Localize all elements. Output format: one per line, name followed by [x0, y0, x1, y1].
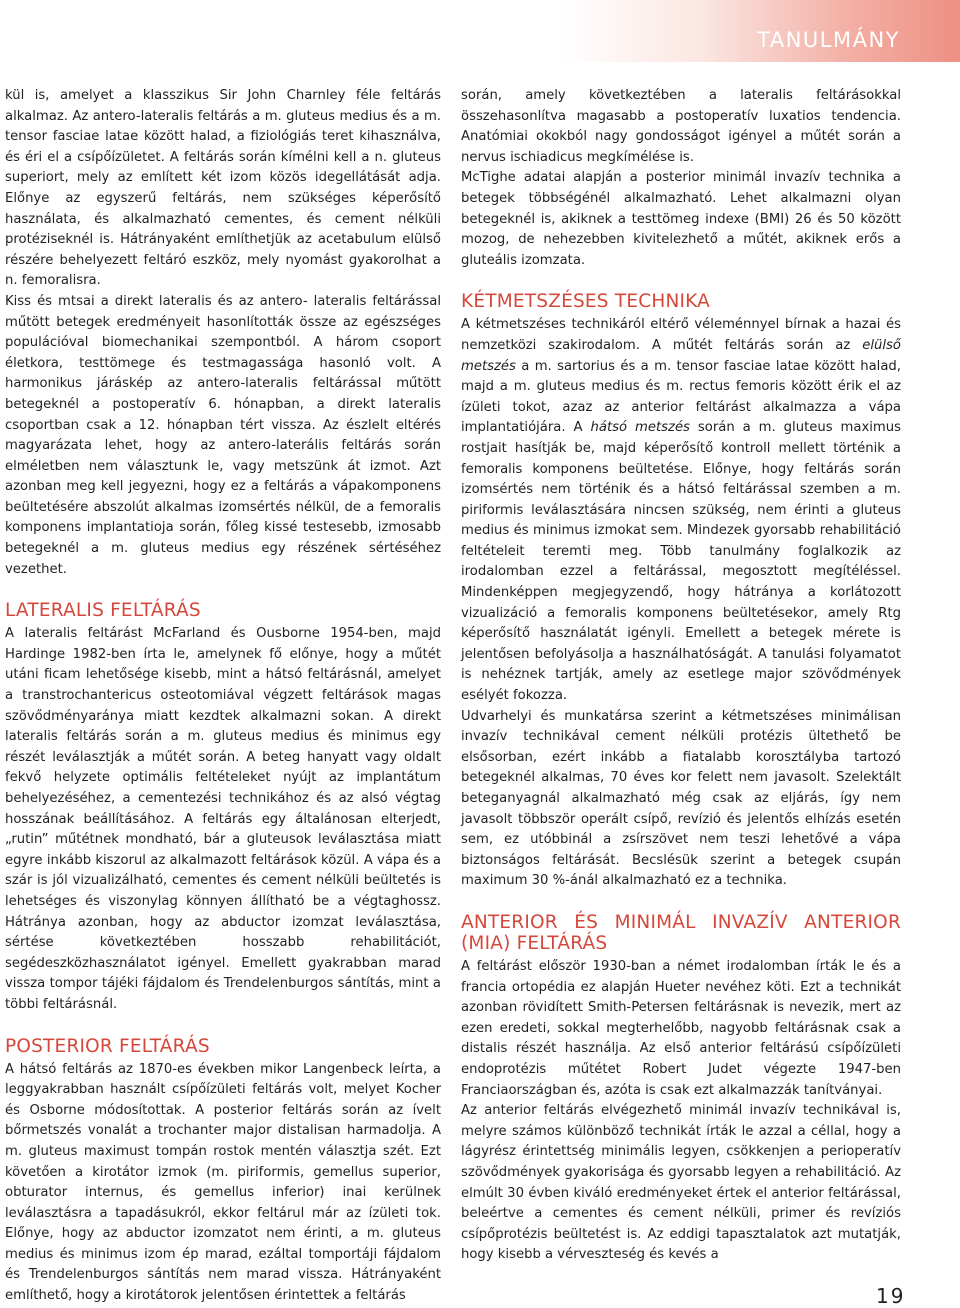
page-number: 19	[876, 1284, 906, 1308]
text-run: a m. sartorius és a m. tensor fasciae latae között halad, majd a m. gluteus medius és m. rectus femoris között érik el az ízületi tokot, azaz az anterior feltárást alkalmazza a vápa implantatiójára. A	[461, 358, 901, 436]
paragraph: Kiss és mtsai a direkt lateralis és az antero- lateralis feltárással műtött betegek eredményeit hasonlították össze az egészséges populációval biomechanikai szempontból. A három csoport életkora, testtömege és testmagassága hasonló volt. A harmonikus járáskép az antero-lateralis feltárással műtött betegeknél a postoperatív 6. hónapban, a direkt lateralis csoportban csak a 12. hónapban tért vissza. Az észlelt eltérés magyarázata lehet, hogy az antero-laterális feltárás során elméletben nem választunk le, vagy metszünk át izmot. Azt azonban meg kell jegyezni, hogy ez a feltárás a vápakomponens beültetésére abszolút alkalmas izomsértés nélkül, de a femoralis komponens implantatioja során, főleg kissé testesebb, izmosabb betegeknél a m. gluteus medius egy részének sértéséhez vezethet.	[5, 293, 441, 577]
paragraph: A feltárást először 1930-ban a német irodalomban írták le és a francia ortopédia ez alapján Hueter nevéhez köti. Ezt a technikát azonban rövidített Smith-Petersen feltárásnak is nevezik, mert az ezen eredeti, sokkal megterhelőbb, nagyobb feltárásnak csak a distalis részét használja. Az első anterior feltárású csípőízületi endoprotézis műtétet Robert Judet végezte 1947-ben Franciaországban és, azóta is csak ezt alkalmazzák tanítványai.	[461, 958, 901, 1098]
heading-lateralis: LATERALIS FELTÁRÁS	[5, 600, 201, 622]
text-run: során a m. gluteus maximus rostjait hasítják be, majd képerősítő kontroll mellett történik a femoralis komponens beültetése. Előnye, hogy feltárás során izomsértés nem történik és a hátsó feltárással szemben a m. piriformis leválasztására nincsen szükség, nem érinti a gluteus medius és minimus izmokat sem. Mindezek gyorsabb rehabilitáció feltételeit teremti meg. Több tanulmány foglalkozik az irodalomban ezzel a feltárással, megosztott megítéléssel. Mindenképpen megjegyzendő, hogy hátránya a korlátozott vizualizáció a femoralis komponens beültetésekor, amely Rtg képerősítő használatát igényli. Emellett a betegek mérete is jelentősen befolyásolja a használhatóságát. A tanulási folyamatot is nehéznek tartják, amely az esetlege major szövődmények esélyét fokozza.	[461, 420, 902, 704]
heading-anterior: ANTERIOR ÉS MINIMÁL INVAZÍV ANTERIOR (MIA) FELTÁRÁS	[461, 911, 901, 954]
emphasis-elulso-metszes: elülső metszés	[461, 337, 901, 374]
paragraph	[461, 315, 901, 706]
paragraph: McTighe adatai alapján a posterior minimál invazív technika a betegek többségénél alkalmazható. Lehet alkalmazni olyan betegeknél is, akiknek a testtömeg indexe (BMI) 26 és 50 között mozog, de nehezebben kivitelezhető a műtét, akiknek erős a gluteális izomzata.	[461, 170, 901, 268]
left-column	[5, 86, 441, 1307]
paragraph: Az anterior feltárás elvégezhető minimál invazív technikával is, melyre számos különböző technikát írták le azzal a céllal, hogy a lágyrész érintettség minimális legyen, csökkenjen a perioperatív szövődmények gyakorisága és gyorsabb legyen a rehabilitáció. Az elmúlt 30 évben kiváló eredményeket értek el anterior feltárással, beleértve a cementes és cement nélküli, primer és revíziós csípőprotézis beültetést is. Az eddigi tapasztalatok azt mutatják, hogy kisebb a vérveszteség és kevés a	[461, 1103, 901, 1263]
paragraph: A lateralis feltárást McFarland és Ousborne 1954-ben, majd Hardinge 1982-ben írta le, amelynek fő előnye, hogy a műtét utáni ficam lehetősége kisebb, mint a hátsó feltárásnál, amelyet a transtrochantericus osteotomiával végzett feltárások magas szövődményaránya miatt kezdtek alkalmazni sokan. A direkt lateralis feltárás során a m. gluteus medius és minimus egy részét leválasztják a műtét során. A beteg hanyatt vagy oldalt fekvő helyzete optimális feltételeket nyújt az implantátum behelyezéséhez, a cementezési technikához és az alsó végtag hosszának beállításához. A feltárás egy általánosan elterjedt, „rutin” műtétnek mondható, bár a gluteusok leválasztása miatt egyre inkább kiszorul az alkalmazott feltárások közül. A vápa és a szár is jól vizualizálható, cementes és cement nélküli beültetés is lehetséges és viszonylag könnyen állítható be a végtaghossz. Hátránya azonban, hogy az abductor izomzat leválasztása, sértése következtében hosszabb rehabilitációt, segédeszközhasználatot igényel. Emellett gyakrabban marad vissza tompor tájéki fájdalom és Trendelenburgos sántítás, mint a többi feltárásnál.	[5, 626, 441, 1012]
paragraph: A hátsó feltárás az 1870-es években mikor Langenbeck leírta, a leggyakrabban használt csípőízületi feltárás volt, melyet Kocher és Osborne módosítottak. A posterior feltárás során az ívelt bőrmetszés vonalát a trochanter major distalisan harmadolja. A m. gluteus maximust tompán rostok mentén választja szét. Ezt követően a kirotátor izmok (m. piriformis, gemellus superior, obturator internus, és gemellus inferior) inai kerülnek leválasztásra a tapadásukról, ekkor feltárul már az ízületi tok. Előnye, hogy az abductor izomzatot nem érinti, a m. gluteus medius és minimus izom ép marad, ezáltal tomportáji fájdalom és Trendelenburgos sántítás nem marad vissza. Hátrányaként említhető, hogy a kirotátorok jelentősen érintettek a feltárás	[5, 1061, 441, 1304]
paragraph: során, amely következtében a lateralis feltárásokkal összehasonlítva magasabb a postoperatív luxatios tendencia. Anatómiai okokból nagy gondosságot igényel a műtét során a nervus ischiadicus megkímélése is.	[461, 88, 901, 165]
heading-posterior: POSTERIOR FELTÁRÁS	[5, 1035, 210, 1057]
section-title: TANULMÁNY	[757, 28, 900, 52]
right-column	[461, 86, 901, 1266]
emphasis-hatso-metszes: hátsó metszés	[590, 420, 690, 436]
heading-ketmetszeses: KÉTMETSZÉSES TECHNIKA	[461, 291, 711, 313]
paragraph: Udvarhelyi és munkatársa szerint a kétmetszéses minimálisan invazív technikával cement nélküli protézis ültethető be elsősorban, ezért inkább a fiatalabb korosztályba tartozó betegeknél alkalmas, 70 éves kor felett nem javasolt. Szelektált beteganyagnál alkalmazható még csak az eljárás, így nem javasolt többször operált csípő, revízió és jelentős elhízás esetén sem, ez utóbbinál a zsírszövet nem teszi lehetővé a vápa biztonságos feltárását. Becslésük szerint a betegek csupán maximum 30 %-ánál alkalmazható ez a technika.	[461, 708, 901, 889]
paragraph: kül is, amelyet a klasszikus Sir John Charnley féle feltárás alkalmaz. Az antero-lateralis feltárás a m. gluteus medius és a m. tensor fasciae latae között halad, a fiziológiás teret kihasználva, és éri el a csípőízületet. A feltárás során kímélni kell a n. gluteus superiort, mely az említett két izom közös idegellátását adja. Előnye az egyszerű feltárás, nem szükséges képerősítő használata, és alkalmazható cementes, és cement nélküli protéziseknél is. Hátrányaként említhetjük az acetabulum elülső részére behelyezett feltáró eszköz, mely nyomást gyakorolhat a n. femoralisra.	[5, 88, 441, 289]
text-run: A kétmetszéses technikáról eltérő véleménnyel bírnak a hazai és nemzetközi szakirodalom. A műtét feltárás során az	[461, 317, 901, 353]
